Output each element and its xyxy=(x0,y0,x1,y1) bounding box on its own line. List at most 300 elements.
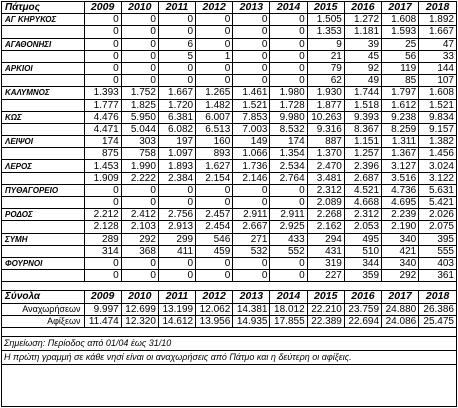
arrivals-value-cell[interactable]: 1.367 xyxy=(382,148,419,160)
arrivals-value-cell[interactable]: 2.128 xyxy=(84,221,121,233)
totals-year-cell[interactable]: 2018 xyxy=(419,291,456,303)
arrivals-value-cell[interactable]: 0 xyxy=(84,270,121,282)
empty-cell[interactable] xyxy=(2,99,84,111)
arrivals-value-cell[interactable]: 1.353 xyxy=(307,26,344,38)
departures-row xyxy=(2,184,456,196)
departures-value-cell[interactable]: 0 xyxy=(233,62,270,74)
departures-value-cell[interactable]: 92 xyxy=(344,62,381,74)
arrivals-value-cell[interactable]: 758 xyxy=(121,148,158,160)
departures-value-cell[interactable]: 0 xyxy=(233,257,270,269)
departures-value-cell[interactable]: 395 xyxy=(419,233,456,245)
departures-value-cell[interactable]: 344 xyxy=(344,257,381,269)
departures-value-cell[interactable]: 1.461 xyxy=(233,87,270,99)
arrivals-value-cell[interactable]: 1.370 xyxy=(307,148,344,160)
arrivals-value-cell[interactable]: 1.720 xyxy=(158,99,195,111)
arrivals-value-cell[interactable]: 2.146 xyxy=(233,172,270,184)
island-name-cell[interactable]: ΦΟΥΡΝΟΙ xyxy=(2,257,84,269)
arrivals-value-cell[interactable]: 62 xyxy=(307,75,344,87)
arrivals-value-cell[interactable]: 1.909 xyxy=(84,172,121,184)
arrivals-value-cell[interactable]: 2.075 xyxy=(419,221,456,233)
arrivals-value-cell[interactable]: 1.521 xyxy=(419,99,456,111)
arrivals-value-cell[interactable]: 2.053 xyxy=(344,221,381,233)
arrivals-value-cell[interactable]: 1.593 xyxy=(382,26,419,38)
departures-value-cell[interactable]: 4.476 xyxy=(84,111,121,123)
totals-year-cell[interactable]: 2011 xyxy=(158,291,195,303)
arrivals-value-cell[interactable]: 2.667 xyxy=(233,221,270,233)
island-name-cell[interactable]: ΠΥΘΑΓΟΡΕΙΟ xyxy=(2,184,84,196)
island-name-cell[interactable]: ΑΓΑΘΟΝΗΣΙ xyxy=(2,38,84,50)
arrivals-value-cell[interactable]: 0 xyxy=(270,50,307,62)
arrivals-value-cell[interactable]: 0 xyxy=(270,197,307,209)
empty-cell[interactable] xyxy=(2,50,84,62)
arrivals-value-cell[interactable]: 361 xyxy=(419,270,456,282)
island-name-cell[interactable]: ΑΡΚΙΟΙ xyxy=(2,62,84,74)
island-name-cell[interactable]: ΛΕΡΟΣ xyxy=(2,160,84,172)
departures-row xyxy=(2,38,456,50)
departures-total-row xyxy=(2,303,456,315)
arrivals-value-cell[interactable]: 510 xyxy=(344,245,381,257)
departures-value-cell[interactable]: 0 xyxy=(84,184,121,196)
arrivals-value-cell[interactable]: 7.003 xyxy=(233,123,270,135)
arrivals-value-cell[interactable]: 6.513 xyxy=(196,123,233,135)
arrivals-value-cell[interactable]: 368 xyxy=(121,245,158,257)
departures-total-cell[interactable]: 12.062 xyxy=(196,303,233,315)
arrivals-value-cell[interactable]: 2.190 xyxy=(382,221,419,233)
departures-value-cell[interactable]: 0 xyxy=(270,257,307,269)
arrivals-total-cell[interactable]: 14.612 xyxy=(158,315,195,327)
departures-value-cell[interactable]: 0 xyxy=(196,38,233,50)
empty-cell[interactable] xyxy=(2,123,84,135)
arrivals-value-cell[interactable]: 2.154 xyxy=(196,172,233,184)
year-header-cell[interactable]: 2017 xyxy=(382,2,419,14)
departures-value-cell[interactable]: 2.312 xyxy=(344,209,381,221)
arrivals-value-cell[interactable]: 555 xyxy=(419,245,456,257)
departures-value-cell[interactable]: 0 xyxy=(158,14,195,26)
departures-value-cell[interactable]: 0 xyxy=(121,38,158,50)
departures-value-cell[interactable]: 2.412 xyxy=(121,209,158,221)
departures-value-cell[interactable]: 292 xyxy=(121,233,158,245)
departures-value-cell[interactable]: 1.382 xyxy=(419,136,456,148)
arrivals-value-cell[interactable]: 107 xyxy=(419,75,456,87)
departures-value-cell[interactable]: 0 xyxy=(158,184,195,196)
arrivals-value-cell[interactable]: 0 xyxy=(84,50,121,62)
departures-value-cell[interactable]: 0 xyxy=(270,38,307,50)
arrivals-value-cell[interactable]: 1.482 xyxy=(196,99,233,111)
empty-cell[interactable] xyxy=(2,148,84,160)
island-name-cell[interactable]: ΚΩΣ xyxy=(2,111,84,123)
arrivals-value-cell[interactable]: 2.764 xyxy=(270,172,307,184)
departures-value-cell[interactable]: 174 xyxy=(270,136,307,148)
departures-value-cell[interactable]: 1.608 xyxy=(419,87,456,99)
departures-value-cell[interactable]: 149 xyxy=(233,136,270,148)
empty-cell[interactable] xyxy=(2,245,84,257)
arrivals-value-cell[interactable]: 0 xyxy=(121,50,158,62)
departures-value-cell[interactable]: 0 xyxy=(84,257,121,269)
departures-value-cell[interactable]: 4.521 xyxy=(344,184,381,196)
departures-value-cell[interactable]: 0 xyxy=(158,62,195,74)
arrivals-value-cell[interactable]: 2.925 xyxy=(270,221,307,233)
arrivals-value-cell[interactable]: 0 xyxy=(233,75,270,87)
departures-value-cell[interactable]: 1.627 xyxy=(196,160,233,172)
arrivals-value-cell[interactable]: 1.728 xyxy=(270,99,307,111)
departures-value-cell[interactable]: 340 xyxy=(382,257,419,269)
departures-value-cell[interactable]: 3.127 xyxy=(382,160,419,172)
departures-value-cell[interactable]: 0 xyxy=(233,184,270,196)
arrivals-value-cell[interactable]: 8.259 xyxy=(382,123,419,135)
departures-value-cell[interactable]: 2.026 xyxy=(419,209,456,221)
arrivals-value-cell[interactable]: 0 xyxy=(233,270,270,282)
arrivals-value-cell[interactable]: 0 xyxy=(121,75,158,87)
totals-year-cell[interactable]: 2010 xyxy=(121,291,158,303)
departures-value-cell[interactable]: 2.756 xyxy=(158,209,195,221)
arrivals-total-cell[interactable]: 17.855 xyxy=(270,315,307,327)
departures-value-cell[interactable]: 1.980 xyxy=(270,87,307,99)
arrivals-value-cell[interactable]: 2.913 xyxy=(158,221,195,233)
arrivals-total-cell[interactable]: 22.694 xyxy=(344,315,381,327)
departures-value-cell[interactable]: 0 xyxy=(84,14,121,26)
departures-value-cell[interactable]: 2.212 xyxy=(84,209,121,221)
arrivals-value-cell[interactable]: 459 xyxy=(196,245,233,257)
departures-value-cell[interactable]: 9.393 xyxy=(344,111,381,123)
departures-value-cell[interactable]: 174 xyxy=(84,136,121,148)
departures-value-cell[interactable]: 2.396 xyxy=(344,160,381,172)
departures-value-cell[interactable]: 79 xyxy=(307,62,344,74)
arrivals-total-cell[interactable]: 25.475 xyxy=(419,315,456,327)
arrivals-value-cell[interactable]: 1.825 xyxy=(121,99,158,111)
year-header-cell[interactable]: 2013 xyxy=(233,2,270,14)
arrivals-value-cell[interactable]: 1.257 xyxy=(344,148,381,160)
departures-total-cell[interactable]: 18.012 xyxy=(270,303,307,315)
arrivals-value-cell[interactable]: 0 xyxy=(196,197,233,209)
arrivals-value-cell[interactable]: 0 xyxy=(233,26,270,38)
year-header-cell[interactable]: 2012 xyxy=(196,2,233,14)
departures-value-cell[interactable]: 5.950 xyxy=(121,111,158,123)
header-label-cell[interactable]: Πάτμος xyxy=(2,2,84,14)
departures-value-cell[interactable]: 10.263 xyxy=(307,111,344,123)
departures-value-cell[interactable]: 9.834 xyxy=(419,111,456,123)
arrivals-value-cell[interactable]: 2.103 xyxy=(121,221,158,233)
arrivals-value-cell[interactable]: 85 xyxy=(382,75,419,87)
arrivals-value-cell[interactable]: 5.421 xyxy=(419,197,456,209)
totals-year-cell[interactable]: 2015 xyxy=(307,291,344,303)
arrivals-value-cell[interactable]: 1.354 xyxy=(270,148,307,160)
departures-value-cell[interactable]: 1.930 xyxy=(307,87,344,99)
departures-value-cell[interactable]: 0 xyxy=(158,257,195,269)
arrivals-row xyxy=(2,197,456,209)
empty-cell[interactable] xyxy=(2,221,84,233)
departures-value-cell[interactable]: 403 xyxy=(419,257,456,269)
departures-value-cell[interactable]: 6 xyxy=(158,38,195,50)
explanation-note-cell[interactable]: Η πρώτη γραμμή σε κάθε νησί είναι οι αναχωρήσεις από Πάτμο και η δεύτερη οι αφίξεις. xyxy=(2,350,456,364)
departures-value-cell[interactable]: 9.980 xyxy=(270,111,307,123)
departures-value-cell[interactable]: 6.007 xyxy=(196,111,233,123)
departures-value-cell[interactable]: 1.736 xyxy=(233,160,270,172)
arrivals-value-cell[interactable]: 6.082 xyxy=(158,123,195,135)
departures-total-cell[interactable]: 22.210 xyxy=(307,303,344,315)
arrivals-value-cell[interactable]: 0 xyxy=(270,75,307,87)
departures-value-cell[interactable]: 0 xyxy=(270,62,307,74)
departures-value-cell[interactable]: 9.238 xyxy=(382,111,419,123)
arrivals-value-cell[interactable]: 0 xyxy=(158,26,195,38)
arrivals-value-cell[interactable]: 1.777 xyxy=(84,99,121,111)
arrivals-value-cell[interactable]: 9.316 xyxy=(307,123,344,135)
departures-value-cell[interactable]: 197 xyxy=(158,136,195,148)
arrivals-value-cell[interactable]: 2.687 xyxy=(344,172,381,184)
departures-value-cell[interactable]: 887 xyxy=(307,136,344,148)
departures-value-cell[interactable]: 1.453 xyxy=(84,160,121,172)
arrivals-value-cell[interactable]: 0 xyxy=(270,270,307,282)
island-name-cell[interactable]: ΚΑΛΥΜΝΟΣ xyxy=(2,87,84,99)
departures-value-cell[interactable]: 4.736 xyxy=(382,184,419,196)
departures-value-cell[interactable]: 0 xyxy=(121,257,158,269)
arrivals-value-cell[interactable]: 56 xyxy=(382,50,419,62)
departures-value-cell[interactable]: 1.608 xyxy=(382,14,419,26)
departures-value-cell[interactable]: 0 xyxy=(196,184,233,196)
arrivals-value-cell[interactable]: 893 xyxy=(196,148,233,160)
departures-value-cell[interactable]: 0 xyxy=(121,62,158,74)
departures-value-cell[interactable]: 0 xyxy=(84,38,121,50)
island-name-cell[interactable]: ΑΓ ΚΗΡΥΚΟΣ xyxy=(2,14,84,26)
departures-total-label[interactable]: Αναχωρήσεων xyxy=(2,303,84,315)
arrivals-total-cell[interactable]: 14.935 xyxy=(233,315,270,327)
arrivals-value-cell[interactable]: 0 xyxy=(84,197,121,209)
arrivals-value-cell[interactable]: 532 xyxy=(233,245,270,257)
arrivals-value-cell[interactable]: 8.367 xyxy=(344,123,381,135)
departures-value-cell[interactable]: 0 xyxy=(233,14,270,26)
year-header-cell[interactable]: 2010 xyxy=(121,2,158,14)
departures-total-cell[interactable]: 12.699 xyxy=(121,303,158,315)
departures-value-cell[interactable]: 0 xyxy=(84,62,121,74)
arrivals-value-cell[interactable]: 1.521 xyxy=(233,99,270,111)
arrivals-value-cell[interactable]: 5 xyxy=(158,50,195,62)
arrivals-value-cell[interactable]: 552 xyxy=(270,245,307,257)
arrivals-value-cell[interactable]: 292 xyxy=(382,270,419,282)
empty-cell[interactable] xyxy=(2,26,84,38)
departures-value-cell[interactable]: 1.505 xyxy=(307,14,344,26)
departures-value-cell[interactable]: 289 xyxy=(84,233,121,245)
departures-value-cell[interactable]: 0 xyxy=(196,14,233,26)
arrivals-total-cell[interactable]: 24.086 xyxy=(382,315,419,327)
departures-value-cell[interactable]: 2.457 xyxy=(196,209,233,221)
departures-value-cell[interactable]: 303 xyxy=(121,136,158,148)
departures-total-cell[interactable]: 9.997 xyxy=(84,303,121,315)
departures-value-cell[interactable]: 0 xyxy=(121,14,158,26)
departures-value-cell[interactable]: 25 xyxy=(382,38,419,50)
arrivals-value-cell[interactable]: 2.222 xyxy=(121,172,158,184)
departures-value-cell[interactable]: 1.311 xyxy=(382,136,419,148)
arrivals-value-cell[interactable]: 0 xyxy=(233,50,270,62)
arrivals-total-cell[interactable]: 13.956 xyxy=(196,315,233,327)
year-header-cell[interactable]: 2016 xyxy=(344,2,381,14)
empty-cell[interactable] xyxy=(2,197,84,209)
arrivals-value-cell[interactable]: 0 xyxy=(158,197,195,209)
totals-year-cell[interactable]: 2009 xyxy=(84,291,121,303)
arrivals-total-cell[interactable]: 12.320 xyxy=(121,315,158,327)
departures-value-cell[interactable]: 1.990 xyxy=(121,160,158,172)
arrivals-value-cell[interactable]: 875 xyxy=(84,148,121,160)
arrivals-value-cell[interactable]: 8.532 xyxy=(270,123,307,135)
arrivals-value-cell[interactable]: 3.122 xyxy=(419,172,456,184)
departures-value-cell[interactable]: 1.752 xyxy=(121,87,158,99)
departures-value-cell[interactable]: 1.393 xyxy=(84,87,121,99)
arrivals-total-cell[interactable]: 22.389 xyxy=(307,315,344,327)
departures-value-cell[interactable]: 6.381 xyxy=(158,111,195,123)
separator-row xyxy=(2,282,456,291)
departures-value-cell[interactable]: 2.470 xyxy=(307,160,344,172)
departures-value-cell[interactable]: 9 xyxy=(307,38,344,50)
departures-value-cell[interactable]: 1.797 xyxy=(382,87,419,99)
totals-year-cell[interactable]: 2016 xyxy=(344,291,381,303)
arrivals-value-cell[interactable]: 2.162 xyxy=(307,221,344,233)
arrivals-value-cell[interactable]: 0 xyxy=(233,197,270,209)
departures-value-cell[interactable]: 1.893 xyxy=(158,160,195,172)
arrivals-row xyxy=(2,148,456,160)
separator-cell xyxy=(2,282,456,291)
arrivals-value-cell[interactable]: 0 xyxy=(196,75,233,87)
totals-label-cell[interactable]: Σύνολα xyxy=(2,291,84,303)
departures-value-cell[interactable]: 2.239 xyxy=(382,209,419,221)
departures-value-cell[interactable]: 299 xyxy=(158,233,195,245)
arrivals-value-cell[interactable]: 4.695 xyxy=(382,197,419,209)
arrivals-value-cell[interactable]: 227 xyxy=(307,270,344,282)
arrivals-value-cell[interactable]: 0 xyxy=(121,197,158,209)
arrivals-value-cell[interactable]: 1.667 xyxy=(419,26,456,38)
departures-total-cell[interactable]: 26.386 xyxy=(419,303,456,315)
departures-value-cell[interactable]: 433 xyxy=(270,233,307,245)
empty-cell[interactable] xyxy=(2,75,84,87)
arrivals-value-cell[interactable]: 45 xyxy=(344,50,381,62)
departures-total-cell[interactable]: 23.759 xyxy=(344,303,381,315)
arrivals-value-cell[interactable]: 1.612 xyxy=(382,99,419,111)
island-name-cell[interactable]: ΣΥΜΗ xyxy=(2,233,84,245)
arrivals-value-cell[interactable]: 0 xyxy=(196,270,233,282)
departures-value-cell[interactable]: 1.265 xyxy=(196,87,233,99)
departures-value-cell[interactable]: 1.151 xyxy=(344,136,381,148)
arrivals-total-label[interactable]: Αφίξεων xyxy=(2,315,84,327)
departures-value-cell[interactable]: 2.534 xyxy=(270,160,307,172)
year-header-cell[interactable]: 2015 xyxy=(307,2,344,14)
departures-value-cell[interactable]: 0 xyxy=(233,38,270,50)
arrivals-value-cell[interactable]: 431 xyxy=(307,245,344,257)
departures-value-cell[interactable]: 319 xyxy=(307,257,344,269)
departures-total-cell[interactable]: 13.199 xyxy=(158,303,195,315)
arrivals-row xyxy=(2,75,456,87)
arrivals-value-cell[interactable]: 1.181 xyxy=(344,26,381,38)
arrivals-value-cell[interactable]: 421 xyxy=(382,245,419,257)
departures-value-cell[interactable]: 2.312 xyxy=(307,184,344,196)
departures-value-cell[interactable]: 294 xyxy=(307,233,344,245)
arrivals-total-row xyxy=(2,315,456,327)
departures-value-cell[interactable]: 1.667 xyxy=(158,87,195,99)
arrivals-value-cell[interactable]: 1.097 xyxy=(158,148,195,160)
departures-value-cell[interactable]: 2.911 xyxy=(233,209,270,221)
empty-cell[interactable] xyxy=(2,270,84,282)
arrivals-value-cell[interactable]: 314 xyxy=(84,245,121,257)
departures-value-cell[interactable]: 1.892 xyxy=(419,14,456,26)
island-name-cell[interactable]: ΡΟΔΟΣ xyxy=(2,209,84,221)
departures-value-cell[interactable]: 3.024 xyxy=(419,160,456,172)
arrivals-row xyxy=(2,123,456,135)
departures-value-cell[interactable]: 1.272 xyxy=(344,14,381,26)
arrivals-value-cell[interactable]: 4.668 xyxy=(344,197,381,209)
arrivals-value-cell[interactable]: 359 xyxy=(344,270,381,282)
arrivals-value-cell[interactable]: 1.456 xyxy=(419,148,456,160)
arrivals-value-cell[interactable]: 1.518 xyxy=(344,99,381,111)
arrivals-value-cell[interactable]: 2.089 xyxy=(307,197,344,209)
departures-value-cell[interactable]: 39 xyxy=(344,38,381,50)
totals-year-cell[interactable]: 2013 xyxy=(233,291,270,303)
year-header-cell[interactable]: 2009 xyxy=(84,2,121,14)
departures-value-cell[interactable]: 0 xyxy=(121,184,158,196)
empty-cell[interactable] xyxy=(2,172,84,184)
departures-value-cell[interactable]: 271 xyxy=(233,233,270,245)
departures-value-cell[interactable]: 2.268 xyxy=(307,209,344,221)
totals-year-cell[interactable]: 2014 xyxy=(270,291,307,303)
arrivals-value-cell[interactable]: 21 xyxy=(307,50,344,62)
arrivals-value-cell[interactable]: 0 xyxy=(196,26,233,38)
departures-value-cell[interactable]: 1.744 xyxy=(344,87,381,99)
arrivals-value-cell[interactable]: 0 xyxy=(84,26,121,38)
departures-value-cell[interactable]: 119 xyxy=(382,62,419,74)
departures-value-cell[interactable]: 160 xyxy=(196,136,233,148)
arrivals-value-cell[interactable]: 0 xyxy=(121,26,158,38)
departures-total-cell[interactable]: 14.381 xyxy=(233,303,270,315)
totals-year-cell[interactable]: 2017 xyxy=(382,291,419,303)
departures-value-cell[interactable]: 0 xyxy=(270,14,307,26)
arrivals-total-cell[interactable]: 11.474 xyxy=(84,315,121,327)
arrivals-value-cell[interactable]: 0 xyxy=(158,270,195,282)
departures-value-cell[interactable]: 2.911 xyxy=(270,209,307,221)
arrivals-value-cell[interactable]: 4.471 xyxy=(84,123,121,135)
departures-value-cell[interactable]: 0 xyxy=(196,62,233,74)
departures-value-cell[interactable]: 7.853 xyxy=(233,111,270,123)
arrivals-value-cell[interactable]: 3.481 xyxy=(307,172,344,184)
arrivals-value-cell[interactable]: 1.066 xyxy=(233,148,270,160)
departures-value-cell[interactable]: 47 xyxy=(419,38,456,50)
island-name-cell[interactable]: ΛΕΙΨΟΙ xyxy=(2,136,84,148)
year-header-cell[interactable]: 2011 xyxy=(158,2,195,14)
arrivals-value-cell[interactable]: 49 xyxy=(344,75,381,87)
period-note-cell[interactable]: Σημείωση: Περίοδος από 01/04 έως 31/10 xyxy=(2,336,456,350)
departures-value-cell[interactable]: 546 xyxy=(196,233,233,245)
arrivals-row xyxy=(2,270,456,282)
arrivals-value-cell[interactable]: 1 xyxy=(196,50,233,62)
year-header-cell[interactable]: 2018 xyxy=(419,2,456,14)
departures-value-cell[interactable]: 5.631 xyxy=(419,184,456,196)
arrivals-value-cell[interactable]: 9.157 xyxy=(419,123,456,135)
arrivals-value-cell[interactable]: 0 xyxy=(121,270,158,282)
arrivals-value-cell[interactable]: 1.877 xyxy=(307,99,344,111)
departures-value-cell[interactable]: 495 xyxy=(344,233,381,245)
departures-value-cell[interactable]: 0 xyxy=(270,184,307,196)
arrivals-value-cell[interactable]: 2.454 xyxy=(196,221,233,233)
arrivals-value-cell[interactable]: 0 xyxy=(270,26,307,38)
arrivals-value-cell[interactable]: 0 xyxy=(158,75,195,87)
arrivals-value-cell[interactable]: 0 xyxy=(84,75,121,87)
arrivals-value-cell[interactable]: 2.384 xyxy=(158,172,195,184)
departures-value-cell[interactable]: 144 xyxy=(419,62,456,74)
departures-value-cell[interactable]: 340 xyxy=(382,233,419,245)
totals-year-cell[interactable]: 2012 xyxy=(196,291,233,303)
arrivals-value-cell[interactable]: 33 xyxy=(419,50,456,62)
year-header-cell[interactable]: 2014 xyxy=(270,2,307,14)
departures-total-cell[interactable]: 24.880 xyxy=(382,303,419,315)
arrivals-value-cell[interactable]: 3.516 xyxy=(382,172,419,184)
arrivals-value-cell[interactable]: 5.044 xyxy=(121,123,158,135)
departures-row xyxy=(2,111,456,123)
arrivals-value-cell[interactable]: 411 xyxy=(158,245,195,257)
departures-value-cell[interactable]: 0 xyxy=(196,257,233,269)
